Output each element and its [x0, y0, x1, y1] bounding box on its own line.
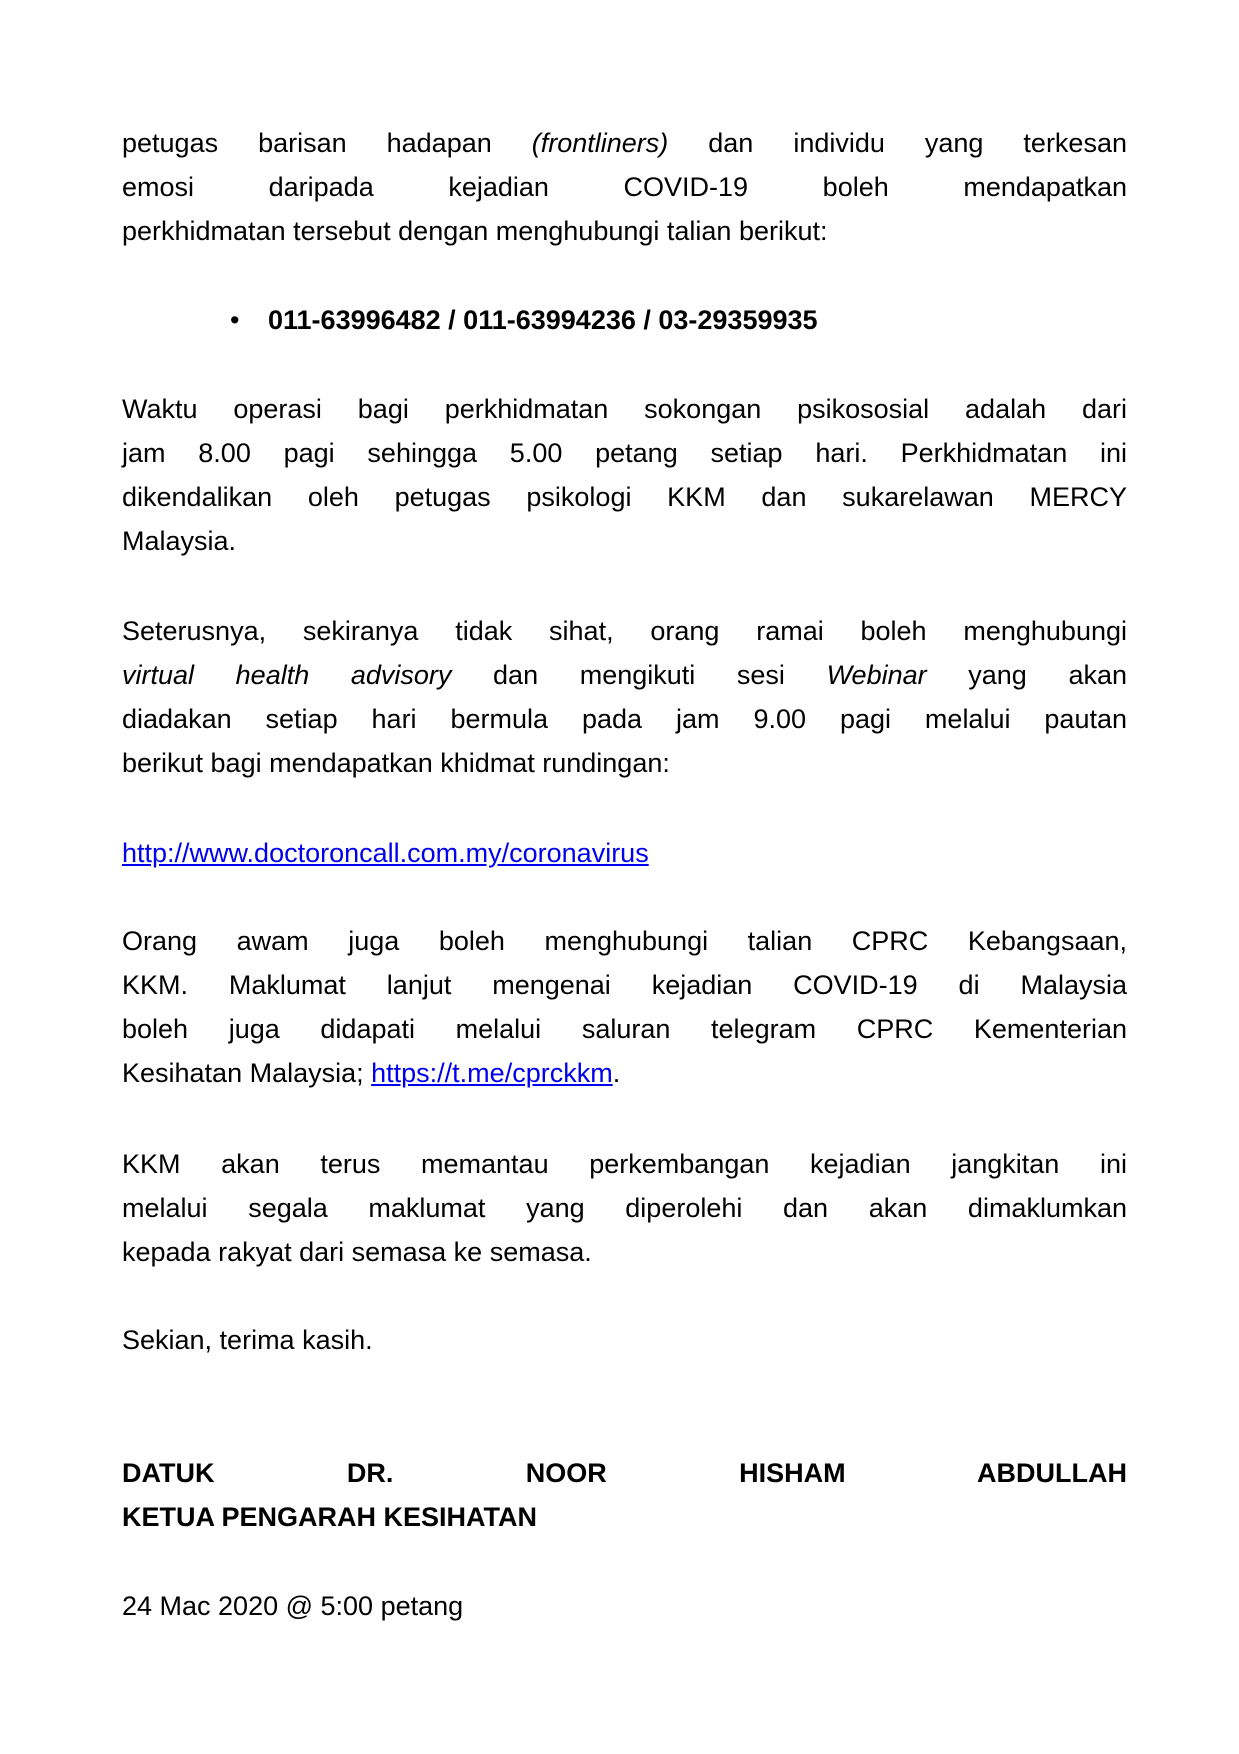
- text-line: [122, 741, 1127, 785]
- text-line: [122, 963, 1127, 1007]
- text-line: [122, 475, 1127, 519]
- text: .: [612, 1058, 621, 1088]
- italic-text: virtual health advisory: [122, 660, 452, 690]
- italic-text: Webinar: [826, 660, 927, 690]
- text-line: [122, 1318, 1127, 1362]
- text-line: [122, 653, 1127, 697]
- text-line: [122, 1186, 1127, 1230]
- text-line: [122, 1051, 1127, 1095]
- text: emosi daripada kejadian COVID-19 boleh mendapatkan: [122, 172, 1127, 202]
- bullet-icon: •: [230, 305, 240, 335]
- date-line: [122, 1584, 1127, 1628]
- text: kepada rakyat dari semasa ke semasa.: [122, 1237, 592, 1267]
- text: dan individu yang terkesan: [668, 128, 1127, 158]
- text-line: [122, 165, 1127, 209]
- text: boleh juga didapati melalui saluran telegram CPRC Kementerian: [122, 1014, 1127, 1044]
- text: Malaysia.: [122, 526, 237, 556]
- text: Orang awam juga boleh menghubungi talian CPRC Kebangsaan,: [122, 926, 1127, 956]
- text-line: [122, 121, 1127, 165]
- text: berikut bagi mendapatkan khidmat rundingan:: [122, 748, 670, 778]
- paragraph-intro: [122, 121, 1127, 253]
- text: Waktu operasi bagi perkhidmatan sokongan psikososial adalah dari: [122, 394, 1127, 424]
- text: dikendalikan oleh petugas psikologi KKM dan sukarelawan MERCY: [122, 482, 1127, 512]
- text: KKM. Maklumat lanjut mengenai kejadian COVID-19 di Malaysia: [122, 970, 1127, 1000]
- text: DATUK DR. NOOR HISHAM ABDULLAH: [122, 1458, 1127, 1488]
- text: yang akan: [926, 660, 1127, 690]
- text-line: [122, 387, 1127, 431]
- text: dan mengikuti sesi: [451, 660, 827, 690]
- text: KKM akan terus memantau perkembangan kejadian jangkitan ini: [122, 1149, 1127, 1179]
- text: Sekian, terima kasih.: [122, 1325, 373, 1355]
- hotline-text: 011-63996482 / 011-63994236 / 03-29359935: [268, 305, 818, 335]
- text: 24 Mac 2020 @ 5:00 petang: [122, 1591, 464, 1621]
- text-line: [122, 1007, 1127, 1051]
- paragraph-monitor: [122, 1142, 1127, 1274]
- text: Kesihatan Malaysia;: [122, 1058, 372, 1088]
- text: petugas barisan hadapan: [122, 128, 532, 158]
- text-line: [122, 697, 1127, 741]
- text-line: [122, 431, 1127, 475]
- text-line: [122, 519, 1127, 563]
- text: KETUA PENGARAH KESIHATAN: [122, 1502, 538, 1532]
- paragraph-closing: [122, 1318, 1127, 1362]
- paragraph-hours: [122, 387, 1127, 563]
- text-line: [122, 1230, 1127, 1274]
- text-line: [122, 1142, 1127, 1186]
- signature-block: [122, 1451, 1127, 1539]
- text-line: [122, 1495, 1127, 1539]
- italic-text: (frontliners): [531, 128, 669, 158]
- text-line: [122, 609, 1127, 653]
- text: perkhidmatan tersebut dengan menghubungi talian berikut:: [122, 216, 828, 246]
- text-line: [122, 831, 1127, 875]
- text-line: [122, 209, 1127, 253]
- paragraph-cprc: [122, 919, 1127, 1095]
- text: jam 8.00 pagi sehingga 5.00 petang setiap hari. Perkhidmatan ini: [122, 438, 1127, 468]
- text: diadakan setiap hari bermula pada jam 9.00 pagi melalui pautan: [122, 704, 1127, 734]
- link[interactable]: http://www.doctoroncall.com.my/coronavirus: [122, 838, 649, 868]
- text: melalui segala maklumat yang diperolehi dan akan dimaklumkan: [122, 1193, 1127, 1223]
- hotline-numbers: [230, 298, 818, 342]
- link[interactable]: https://t.me/cprckkm: [371, 1058, 613, 1088]
- text-line: [122, 1584, 1127, 1628]
- text-line: [122, 1451, 1127, 1495]
- paragraph-link: [122, 831, 1127, 875]
- text: Seterusnya, sekiranya tidak sihat, orang ramai boleh menghubungi: [122, 616, 1127, 646]
- text-line: [122, 919, 1127, 963]
- paragraph-advisory: [122, 609, 1127, 785]
